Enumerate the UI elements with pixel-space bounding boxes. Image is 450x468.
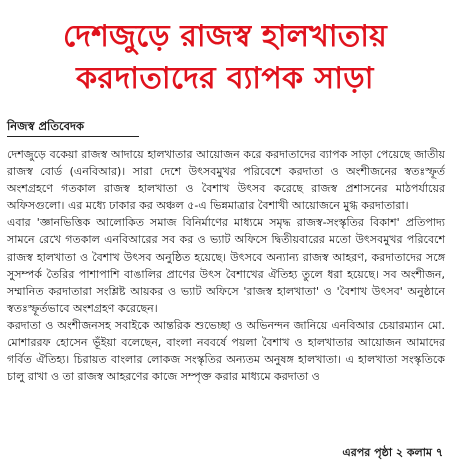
article-body [7, 146, 445, 385]
continuation-note: এরপর পৃষ্ঠা ২ কলাম ৭ [338, 444, 443, 461]
paragraph-1: দেশজুড়ে বকেয়া রাজস্ব আদায়ে হালখাতার আয়োজন করে করদাতাদের ব্যাপক সাড়া পেয়েছে জাতীয় রাজস্ব বোর্ড (এনবিআর)। সারা দেশে উৎসবমুখর পরিবেশে করদাতা ও অংশীজনের স্বতঃস্ফূর্ত অংশগ্রহণে গতকাল রাজস্ব হালখাতা ও বৈশাখ উৎসব করেছে রাজস্ব প্রশাসনের মাঠপর্যায়ের অফিসগুলো। এর মধ্যে ঢাকার কর অঞ্চল ৫-এ ভিন্নমাত্রার বৈশাখী আয়োজনে মুগ্ধ করদাতারা। [7, 148, 445, 213]
paragraph-2: এবার 'জ্ঞানভিত্তিক আলোকিত সমাজ বিনির্মাণের মাধ্যমে সমৃদ্ধ রাজস্ব-সংস্কৃতির বিকাশ' প্রতিপাদ্য সামনে রেখে গতকাল এনবিআরের সব কর ও ভ্যাট অফিসে দ্বিতীয়বারের মতো উৎসবমুখর পরিবেশে রাজস্ব হালখাতা ও বৈশাখ উৎসব অনুষ্ঠিত হয়েছে। উৎসবে অন্যান্য রাজস্ব আহরণ, করদাতাদের সঙ্গে সুসম্পর্ক তৈরির পাশাপাশি বাঙালির প্রাণের উৎস বৈশাখের ঐতিহ্য তুলে ধরা হয়েছে। সব অংশীজন, সম্মানিত করদাতারা সংশ্লিষ্ট আয়কর ও ভ্যাট অফিসে 'রাজস্ব হালখাতা' ও 'বৈশাখ উৎসব' অনুষ্ঠানে স্বতঃস্ফূর্তভাবে অংশগ্রহণ করেছেন। [7, 216, 445, 315]
paragraph-3: করদাতা ও অংশীজনসহ সবাইকে আন্তরিক শুভেচ্ছা ও অভিনন্দন জানিয়ে এনবিআর চেয়ারম্যান মো. মোশাররফ হোসেন ভূঁইয়া বলেছেন, বাংলা নববর্ষে পয়লা বৈশাখ ও হালখাতার আয়োজন আমাদের গর্বিত ঐতিহ্য। চিরায়ত বাংলার লোকজ সংস্কৃতির অন্যতম অনুষঙ্গ হালখাতা। এ হালখাতা সংস্কৃতিকে চালু রাখা ও তা রাজস্ব আহরণের কাজে সম্পৃক্ত করার মাধ্যমে করদাতা ও [7, 318, 445, 384]
headline-line-1: দেশজুড়ে রাজস্ব হালখাতায় [62, 19, 388, 54]
headline-line-2: করদাতাদের ব্যাপক সাড়া [76, 61, 374, 96]
byline-underline [7, 136, 139, 137]
byline: নিজস্ব প্রতিবেদক [7, 119, 85, 133]
byline-block [7, 118, 443, 137]
